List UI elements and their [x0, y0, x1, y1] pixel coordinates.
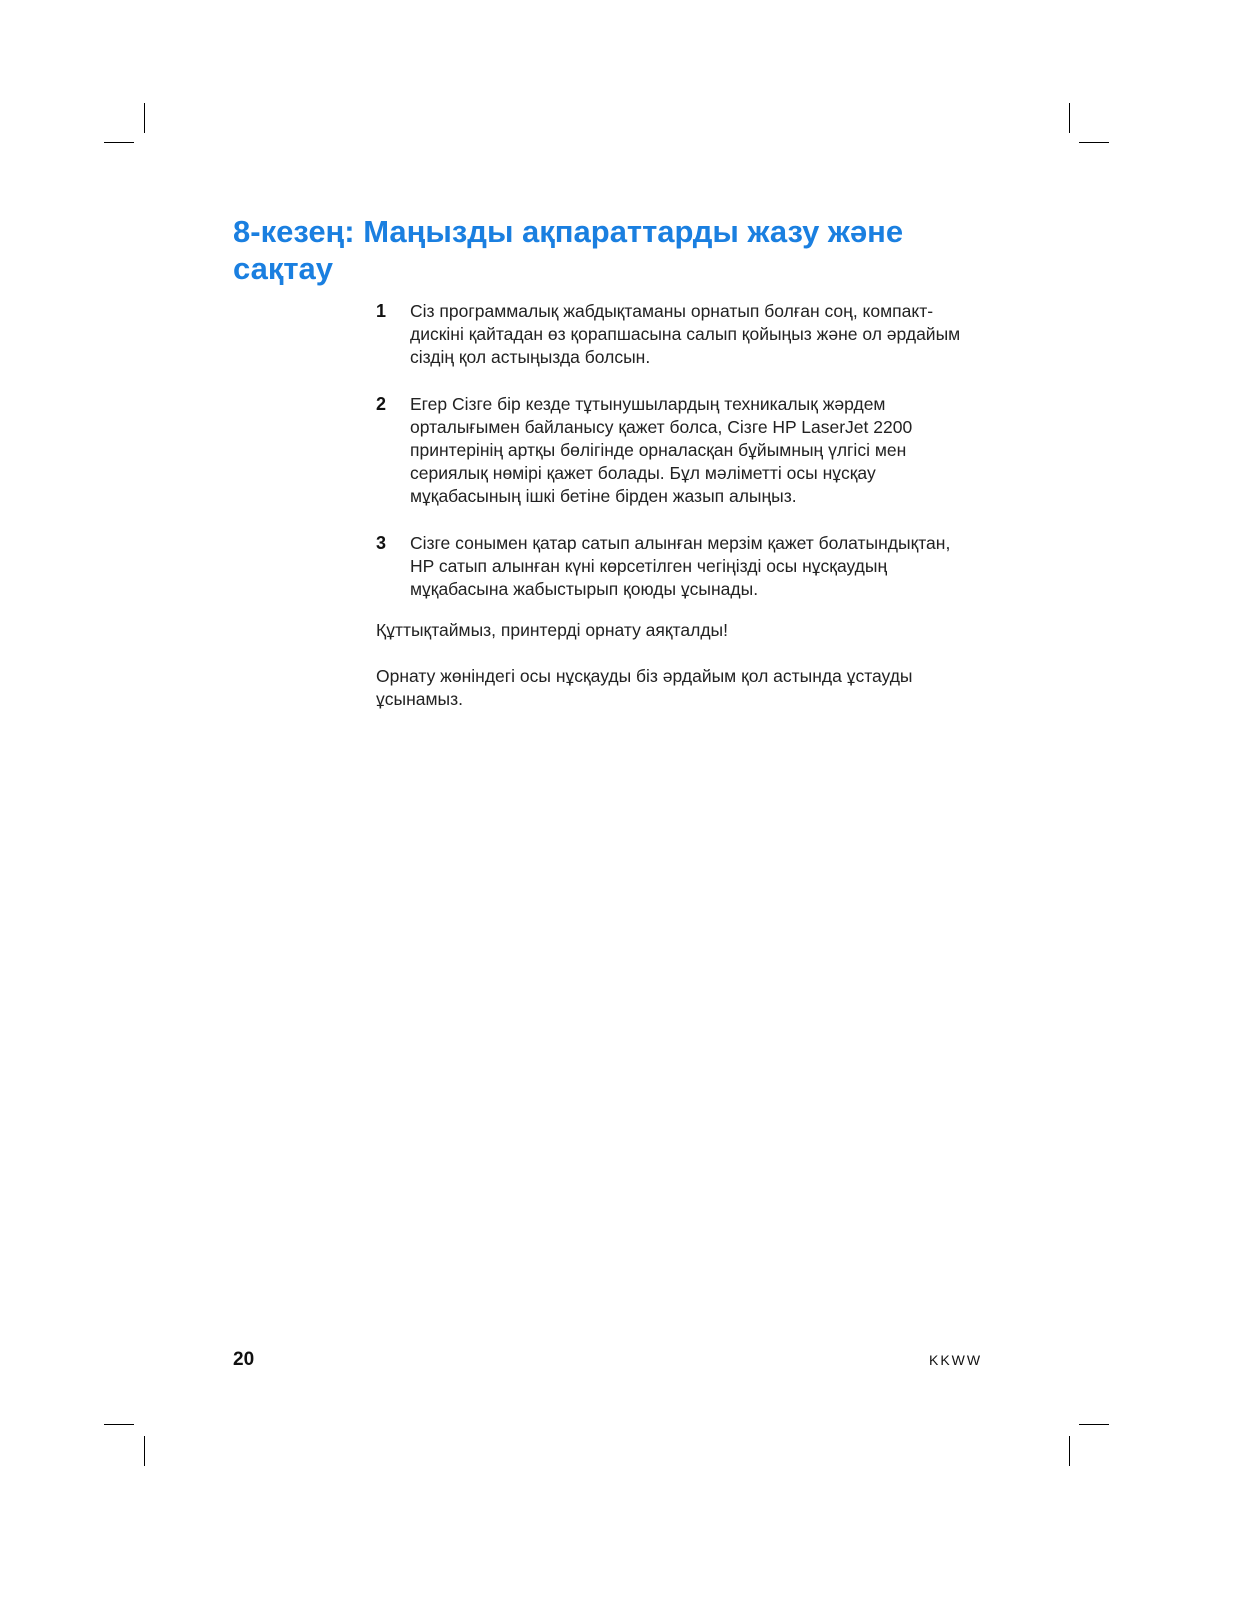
congratulations-text: Құттықтаймыз, принтерді орнату аяқталды!	[376, 620, 728, 640]
page-title: 8-кезең: Маңызды ақпараттарды жазу және сақтау	[233, 214, 904, 286]
crop-mark-top-right-vertical	[1069, 103, 1070, 133]
crop-mark-top-left-vertical	[144, 103, 145, 133]
crop-mark-bottom-right-horizontal	[1079, 1424, 1109, 1425]
crop-mark-bottom-right-vertical	[1069, 1436, 1070, 1466]
step-item-1	[376, 300, 976, 369]
crop-mark-top-left-horizontal	[104, 142, 134, 143]
step-number: 3	[376, 533, 387, 553]
step-text: Сіз программалық жабдықтаманы орнатып болған соң, компакт-дискіні қайтадан өз қорапшасына салып қойыңыз және ол әрдайым сіздің қол астыңызда болсын.	[410, 301, 961, 367]
page-number: 20	[233, 1349, 255, 1370]
crop-mark-bottom-left-vertical	[144, 1436, 145, 1466]
step-text: Егер Сізге бір кезде тұтынушылардың техникалық жәрдем орталығымен байланысу қажет болса, Сізге HP LaserJet 2200 принтерінің артқы бөлігінде орналасқан бұйымның үлгісі мен сериялық нөмірі қажет болады. Бұл мәліметті осы нұсқау мұқабасының ішкі бетіне бірден жазып алыңыз.	[410, 394, 913, 506]
crop-mark-bottom-left-horizontal	[104, 1424, 134, 1425]
crop-mark-top-right-horizontal	[1079, 142, 1109, 143]
step-number: 2	[376, 394, 387, 414]
step-text: Сізге сонымен қатар сатып алынған мерзім қажет болатындықтан, HP сатып алынған күні көрсетілген чегіңізді осы нұсқаудың мұқабасына жабыстырып қоюды ұсынады.	[410, 533, 951, 599]
step-item-3	[376, 532, 976, 601]
step-number: 1	[376, 301, 387, 321]
steps-list	[376, 300, 976, 625]
language-code: KKWW	[929, 1352, 983, 1368]
step-item-2	[376, 393, 976, 508]
recommendation-text: Орнату жөніндегі осы нұсқауды біз әрдайым қол астында ұстауды ұсынамыз.	[376, 666, 913, 709]
